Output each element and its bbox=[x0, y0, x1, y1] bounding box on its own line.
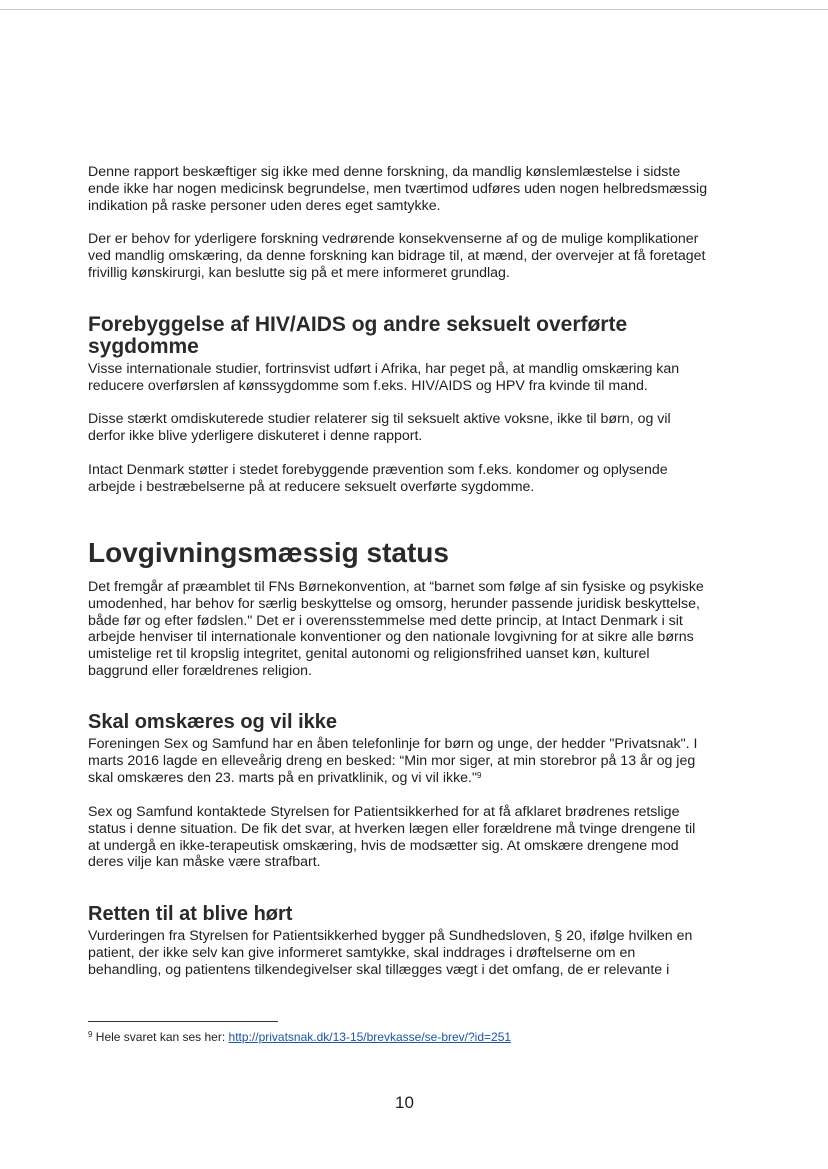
line: både før og efter fødslen." Det er i overensstemmelse med dette princip, at Intact Denmark i sit bbox=[88, 612, 683, 629]
paragraph-studies bbox=[88, 361, 788, 395]
line: Der er behov for yderligere forskning vedrørende konsekvenserne af og de mulige komplikationer bbox=[88, 231, 699, 247]
line bbox=[88, 770, 788, 787]
paragraph-styrelsen bbox=[88, 804, 788, 871]
paragraph-research-scope bbox=[88, 164, 788, 214]
line: derfor ikke blive yderligere diskuteret i denne rapport. bbox=[88, 427, 423, 444]
footnote-link[interactable]: http://privatsnak.dk/13-15/brevkasse/se-brev/?id=251 bbox=[228, 1030, 512, 1044]
line: umistelige ret til kropslig integritet, genital autonomi og religionsfrihed uanset køn, kulturel bbox=[88, 646, 650, 663]
line: Vurderingen fra Styrelsen for Patientsikkerhed bygger på Sundhedsloven, § 20, ifølge hvilken en bbox=[88, 928, 693, 944]
line: Det fremgår af præamblet til FNs Børnekonvention, at “barnet som følge af sin fysiske og psykiske bbox=[88, 579, 704, 595]
line: frivillig kønskirurgi, kan beslutte sig på et mere informeret grundlag. bbox=[88, 264, 510, 281]
scan-edge-line bbox=[0, 9, 828, 10]
line: Disse stærkt omdiskuterede studier relaterer sig til seksuelt aktive voksne, ikke til børn, og vil bbox=[88, 411, 671, 427]
line: status i denne situation. De fik det svar, at hverken lægen eller forældrene må tvinge drengene til bbox=[88, 820, 696, 837]
heading-retten: Retten til at blive hørt bbox=[88, 903, 293, 925]
line: patient, der ikke selv kan give informeret samtykke, skal inddrages i drøftelserne om en bbox=[88, 944, 636, 961]
heading-line: Forebyggelse af HIV/AIDS og andre seksuelt overførte bbox=[88, 313, 628, 336]
heading-line: sygdomme bbox=[88, 335, 199, 358]
heading-hiv-prevention bbox=[88, 314, 788, 358]
line: Denne rapport beskæftiger sig ikke med denne forskning, da mandlig kønslemlæstelse i sidste bbox=[88, 164, 681, 180]
footnote bbox=[88, 1030, 788, 1044]
paragraph-privatsnak bbox=[88, 736, 788, 786]
line: Intact Denmark støtter i stedet forebyggende prævention som f.eks. kondomer og oplysende bbox=[88, 462, 668, 478]
footnote-text: Hele svaret kan ses her: bbox=[95, 1030, 226, 1044]
footnote-reference[interactable]: 9 bbox=[477, 770, 482, 780]
line: reducere overførslen af kønssygdomme som f.eks. HIV/AIDS og HPV fra kvinde til mand. bbox=[88, 377, 648, 394]
line: arbejde i bestræbelserne på at reducere seksuelt overførte sygdomme. bbox=[88, 478, 535, 495]
page-number: 10 bbox=[395, 1093, 414, 1112]
heading-skal-omskaeres: Skal omskæres og vil ikke bbox=[88, 711, 338, 733]
line: behandling, og patientens tilkendegivelser skal tillægges vægt i det omfang, de er relevante i bbox=[88, 961, 670, 978]
line: marts 2016 lagde en elleveårig dreng en besked: “Min mor siger, at min storebror på 13 år og jeg bbox=[88, 752, 696, 769]
line-text: skal omskæres den 23. marts på en privatklinik, og vi vil ikke." bbox=[88, 769, 478, 786]
paragraph-sundhedsloven bbox=[88, 928, 788, 978]
line: ende ikke har nogen medicinsk begrundelse, men tværtimod udføres uden nogen helbredsmæssig bbox=[88, 180, 708, 197]
paragraph-convention bbox=[88, 579, 788, 680]
footnote-number: 9 bbox=[88, 1030, 93, 1039]
paragraph-research-need bbox=[88, 231, 788, 281]
line: deres vilje kan måske være strafbart. bbox=[88, 854, 321, 871]
line: Visse internationale studier, fortrinsvist udført i Afrika, har peget på, at mandlig omskæring kan bbox=[88, 361, 680, 377]
line: arbejde henviser til internationale konventioner og den nationale lovgivning for at sikre alle børns bbox=[88, 629, 694, 646]
line: Foreningen Sex og Samfund har en åben telefonlinje for børn og unge, der hedder "Privatsnak". I bbox=[88, 736, 698, 752]
line: baggrund eller forældrenes religion. bbox=[88, 662, 312, 679]
footnote-divider bbox=[88, 1021, 278, 1022]
paragraph-intact-support bbox=[88, 462, 788, 496]
line: umodenhed, har behov for særlig beskyttelse og omsorg, herunder passende juridisk beskyttelse, bbox=[88, 595, 700, 612]
line: at undergå en ikke-terapeutisk omskæring, hvis de modsætter sig. At omskære drengene mod bbox=[88, 837, 679, 854]
heading-legal-status: Lovgivningsmæssig status bbox=[88, 537, 449, 568]
line: ved mandlig omskæring, da denne forskning kan bidrage til, at mænd, der overvejer at få foretaget bbox=[88, 247, 706, 264]
line: indikation på raske personer uden deres eget samtykke. bbox=[88, 197, 441, 214]
paragraph-disputed bbox=[88, 411, 788, 445]
line: Sex og Samfund kontaktede Styrelsen for Patientsikkerhed for at få afklaret brødrenes retslige bbox=[88, 804, 680, 820]
